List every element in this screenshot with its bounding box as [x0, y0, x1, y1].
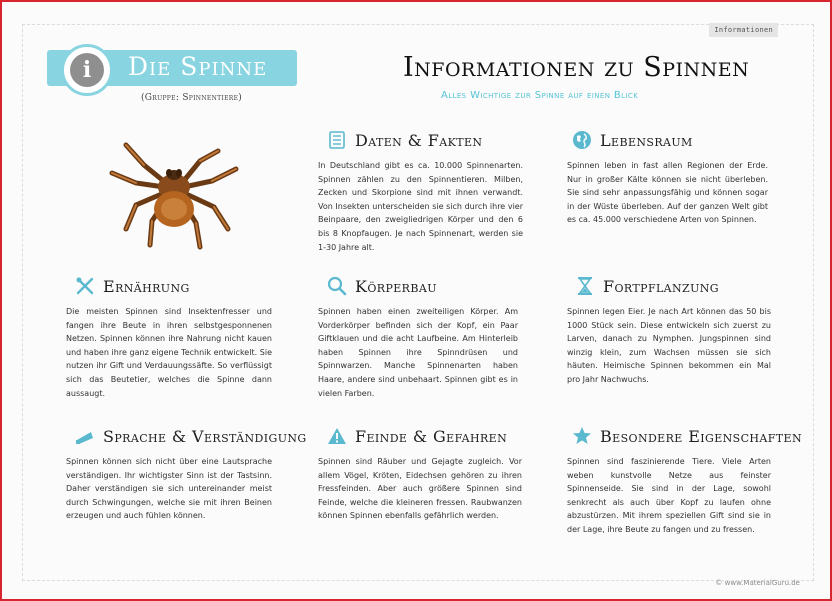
section-text: In Deutschland gibt es ca. 10.000 Spinnenarten. Spinnen zählen zu den Spinnentieren. Milben, Zecken und Skorpione sind mit ihnen verwandt. Von Insekten unterscheiden sie sich durch ihre vier Beinpaare, den zweigliedrigen Körper und den 6 bis 8 Knopfaugen. Je nach Spinnenart, werden sie 1-30 Jahre alt.: [318, 161, 523, 252]
section-text: Spinnen legen Eier. Je nach Art können das 50 bis 1000 Stück sein. Diese entwickeln sich zuerst zu Larven, danach zu Nymphen. Jungspinnen sind winzig klein, zum Wachsen müssen sie sich häuten. Heimische Spinnen bekommen ein Mal pro Jahr Nachwuchs.: [567, 307, 771, 384]
section-text: Spinnen sind faszinierende Tiere. Viele Arten weben kunstvolle Netze aus feinster Spinnenseide. Sie sind in der Lage, sowohl senkrecht als auch über Kopf zu laufen ohne abzustürzen. Mit ihrem speziellen Gift sind sie in der Lage, ihre Beute zu fangen und zu fressen.: [567, 457, 771, 534]
star-icon: [572, 426, 592, 446]
section-title: Ernährung: [103, 276, 190, 296]
section-title: Daten & Fakten: [355, 130, 483, 150]
magnifier-icon: [327, 276, 347, 296]
group-label: (Gruppe: Spinnentiere): [141, 93, 243, 103]
section-title: Besondere Eigenschaften: [600, 426, 802, 446]
spider-image: [96, 125, 252, 255]
section-title: Sprache & Verständigung: [103, 426, 307, 446]
section-title: Feinde & Gefahren: [355, 426, 508, 446]
document-list-icon: [327, 130, 347, 150]
section-besonderes: [567, 425, 802, 537]
section-text: Spinnen sind Räuber und Gejagte zugleich. Vor allem Vögel, Kröten, Eidechsen gehören zu ihren Fressfeinden. Aber auch größere Spinnen sind Feinde, welche die kleineren fressen. Raubwanzen können Spinnen ebenfalls gefährlich werden.: [318, 457, 522, 521]
page-title: Informationen zu Spinnen: [403, 52, 750, 83]
info-glyph: i: [70, 53, 104, 87]
hourglass-icon: [575, 276, 595, 296]
warning-icon: [327, 426, 347, 446]
info-icon: [61, 44, 113, 96]
section-fortpflanzung: [567, 275, 771, 387]
copyright-footer: © www.MaterialGuru.de: [715, 579, 800, 587]
section-lebensraum: [567, 129, 768, 227]
section-title: Körperbau: [355, 276, 437, 296]
section-ernaehrung: [66, 275, 272, 400]
fork-knife-icon: [75, 276, 95, 296]
section-text: Spinnen haben einen zweiteiligen Körper. Am Vorderkörper befinden sich der Kopf, ein Paar Giftklauen und die acht Laufbeine. Am Hinterleib haben Spinnen ihre Spinndrüsen und Spinnwarzen. Manche Spinnenarten haben Haare, andere sind unbehaart. Spinnen gibt es in vielen Farben.: [318, 307, 518, 398]
section-koerperbau: [318, 275, 523, 400]
section-title: Fortpflanzung: [603, 276, 719, 296]
section-daten: [318, 129, 523, 254]
section-text: Spinnen können sich nicht über eine Lautsprache verständigen. Ihr wichtigster Sinn ist der Tastsinn. Daher verständigen sie sich untereinander meist durch Schwingungen, welche sie mit ihren Beinen erzeugen und auch fühlen können.: [66, 457, 272, 521]
section-feinde: [318, 425, 523, 523]
globe-icon: [572, 130, 592, 150]
badge-title: Die Spinne: [128, 52, 268, 81]
megaphone-icon: [75, 426, 95, 446]
section-text: Spinnen leben in fast allen Regionen der Erde. Nur in großer Kälte können sie nicht überleben. Sie sind sehr anpassungsfähig und können sogar in der Wüste überleben. Auf der ganzen Welt gibt es ca. 45.000 verschiedene Arten von Spinnen.: [567, 161, 768, 225]
section-text: Die meisten Spinnen sind Insektenfresser und fangen ihre Beute in ihren selbstgesponnenen Netzen. Spinnen können ihre Nahrung nicht kauen und haben ihre ganz eigene Technik entwickelt. Sie nutzen ihr Gift und Verdauungssäfte. So verflüssigt sich das Beutetier, welches die Spinne dann aussaugt.: [66, 307, 272, 398]
section-title: Lebensraum: [600, 130, 693, 150]
category-tag: Informationen: [709, 23, 778, 37]
page-subtitle: Alles Wichtige zur Spinne auf einen Blick: [441, 90, 639, 101]
section-sprache: [66, 425, 307, 523]
